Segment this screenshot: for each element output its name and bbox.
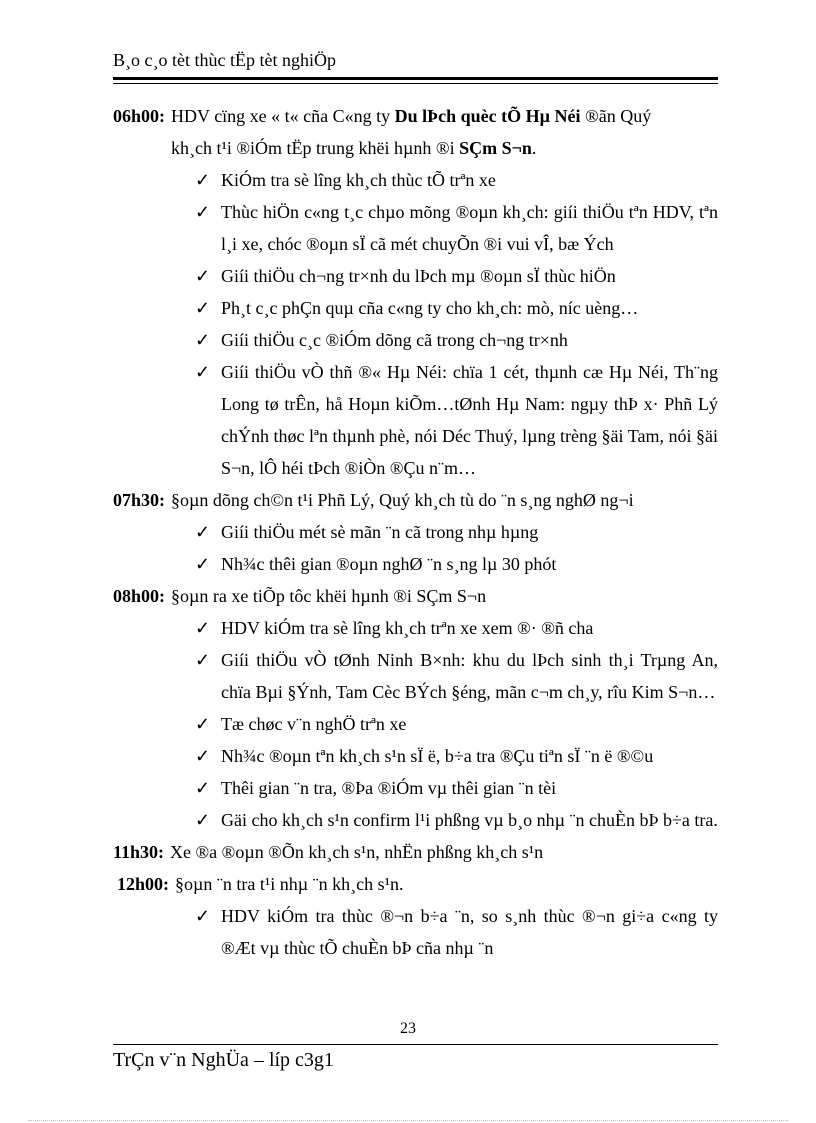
list-item-text: HDV kiÓm tra thùc ®¬n b÷a ¨n, so s¸nh thùc ®¬n gi÷a c«ng ty ®Æt vµ thùc tÕ chuÈn bÞ cña nhµ ¨n xyxy=(221,906,718,958)
itinerary-entry-0600 xyxy=(113,100,718,132)
list-item xyxy=(113,324,718,356)
entry-text: §oµn ¨n tra t¹i nhµ ¨n kh¸ch s¹n. xyxy=(175,874,404,894)
checkmark-icon: ✓ xyxy=(195,362,211,382)
entry-continuation xyxy=(113,132,718,164)
destination-name: SÇm S¬n xyxy=(459,138,532,158)
entry-text-part: . xyxy=(531,138,537,158)
list-item-text: Thêi gian ¨n tra, ®Þa ®iÓm vµ thêi gian ¨n tèi xyxy=(221,778,557,798)
entry-time: 06h00: xyxy=(113,106,166,126)
list-item xyxy=(113,612,718,644)
list-item xyxy=(113,260,718,292)
itinerary-entry-1200 xyxy=(113,868,718,900)
checkmark-icon: ✓ xyxy=(195,266,211,286)
list-item-text: Tæ chøc v¨n nghÖ trªn xe xyxy=(221,714,407,734)
list-item-text: Giíi thiÖu vÒ thñ ®« Hµ Néi: chïa 1 cét, thµnh cæ Hµ Néi, Th¨ng Long tø trÊn, hå Hoµn kiÕm…tØnh Hµ Nam: ngµy thÞ x· Phñ Lý chÝnh thøc lªn thµnh phè, nói Déc Thuý, lµng trèng §äi Tam, nói §äi S¬n, lÔ héi tÞch ®iÒn ®Çu n¨m… xyxy=(221,362,718,478)
itinerary-entry-0800 xyxy=(113,580,718,612)
checkmark-icon: ✓ xyxy=(195,554,211,574)
entry-time: 11h30: xyxy=(113,842,165,862)
list-item-text: Giíi thiÖu mét sè mãn ¨n cã trong nhµ hµng xyxy=(221,522,539,542)
list-item xyxy=(113,740,718,772)
company-name: Du lÞch quèc tÕ Hµ Néi xyxy=(394,106,581,126)
checkmark-icon: ✓ xyxy=(195,618,211,638)
checkmark-icon: ✓ xyxy=(195,778,211,798)
list-item xyxy=(113,164,718,196)
list-item-text: Nh¾c thêi gian ®oµn nghØ ¨n s¸ng lµ 30 phót xyxy=(221,554,557,574)
list-item-text: Giíi thiÖu c¸c ®iÓm dõng cã trong ch¬ng tr×nh xyxy=(221,330,568,350)
checkmark-icon: ✓ xyxy=(195,522,211,542)
itinerary-entry-0730 xyxy=(113,484,718,516)
list-item xyxy=(113,900,718,964)
entry-text: §oµn dõng ch©n t¹i Phñ Lý, Quý kh¸ch tù do ¨n s¸ng nghØ ng¬i xyxy=(171,490,634,510)
list-item-text: Giíi thiÖu vÒ tØnh Ninh B×nh: khu du lÞch sinh th¸i Trµng An, chïa Bµi §Ýnh, Tam Cèc BÝch §éng, mãn c¬m ch¸y, rîu Kim S¬n… xyxy=(221,650,718,702)
itinerary-content xyxy=(113,100,718,964)
list-item xyxy=(113,548,718,580)
footer-rule xyxy=(113,1044,718,1045)
checkmark-icon: ✓ xyxy=(195,330,211,350)
report-header: B¸o c¸o tèt thùc tËp tèt nghiÖp xyxy=(113,50,336,70)
entry-time: 07h30: xyxy=(113,490,166,510)
list-item-text: Nh¾c ®oµn tªn kh¸ch s¹n sÏ ë, b÷a tra ®Çu tiªn sÏ ¨n ë ®©u xyxy=(221,746,654,766)
entry-text: §oµn ra xe tiÕp tôc khëi hµnh ®i SÇm S¬n xyxy=(171,586,487,606)
list-item xyxy=(113,292,718,324)
checkmark-icon: ✓ xyxy=(195,746,211,766)
checkmark-icon: ✓ xyxy=(195,298,211,318)
header-rule-thin xyxy=(113,83,718,84)
list-item-text: Giíi thiÖu ch¬ng tr×nh du lÞch mµ ®oµn sÏ thùc hiÖn xyxy=(221,266,616,286)
itinerary-entry-1130 xyxy=(113,836,718,868)
list-item xyxy=(113,804,718,836)
list-item-text: KiÓm tra sè lîng kh¸ch thùc tÕ trªn xe xyxy=(221,170,496,190)
entry-text-part: ®ãn Quý xyxy=(580,106,652,126)
checkmark-icon: ✓ xyxy=(195,650,211,670)
footer-author: TrÇn v¨n NghÜa – líp c3g1 xyxy=(113,1049,334,1071)
list-item xyxy=(113,708,718,740)
list-item-text: Ph¸t c¸c phÇn quµ cña c«ng ty cho kh¸ch: mò, níc uèng… xyxy=(221,298,639,318)
list-item-text: HDV kiÓm tra sè lîng kh¸ch trªn xe xem ®· ®ñ cha xyxy=(221,618,594,638)
entry-time: 08h00: xyxy=(113,586,166,606)
entry-text: Xe ®a ®oµn ®Õn kh¸ch s¹n, nhËn phßng kh¸ch s¹n xyxy=(170,842,544,862)
checkmark-icon: ✓ xyxy=(195,906,211,926)
list-item xyxy=(113,516,718,548)
checkmark-icon: ✓ xyxy=(195,810,211,830)
list-item-text: Thùc hiÖn c«ng t¸c chµo mõng ®oµn kh¸ch: giíi thiÖu tªn HDV, tªn l¸i xe, chóc ®oµn sÏ cã mét chuyÕn ®i vui vÎ, bæ Ých xyxy=(221,202,718,254)
header-rule-thick xyxy=(113,77,718,80)
list-item xyxy=(113,356,718,484)
entry-time: 12h00: xyxy=(117,874,170,894)
page-edge-dots xyxy=(28,1120,788,1121)
page-number: 23 xyxy=(400,1020,416,1037)
entry-text-part: HDV cïng xe « t« cña C«ng ty xyxy=(171,106,395,126)
checkmark-icon: ✓ xyxy=(195,170,211,190)
checkmark-icon: ✓ xyxy=(195,202,211,222)
entry-text-part: kh¸ch t¹i ®iÓm tËp trung khëi hµnh ®i xyxy=(171,138,460,158)
list-item-text: Gäi cho kh¸ch s¹n confirm l¹i phßng vµ b¸o nhµ ¨n chuÈn bÞ b÷a tra. xyxy=(221,810,718,830)
list-item xyxy=(113,644,718,708)
entry-text xyxy=(171,100,651,132)
list-item xyxy=(113,196,718,260)
list-item xyxy=(113,772,718,804)
checkmark-icon: ✓ xyxy=(195,714,211,734)
